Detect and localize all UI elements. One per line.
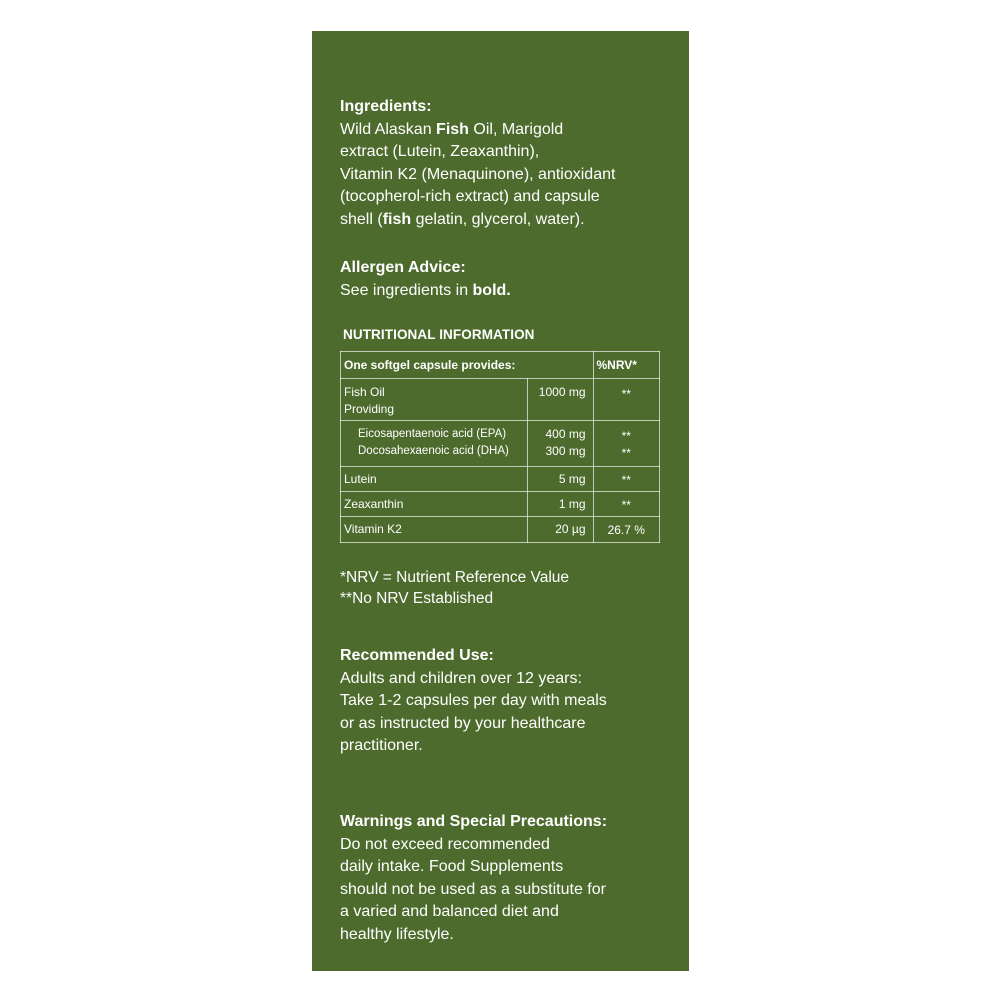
recommended-use-line: practitioner.	[340, 737, 423, 754]
recommended-use-line: or as instructed by your healthcare	[340, 714, 586, 732]
warnings-line: daily intake. Food Supplements	[340, 858, 564, 875]
ingredients-line	[340, 209, 670, 232]
nutrition-row	[341, 421, 660, 467]
nutrient-amount-value: 1 mg	[558, 497, 586, 511]
ingredient-allergen-bold: Fish	[436, 120, 469, 138]
nutrient-nrv	[593, 379, 660, 421]
ingredient-text-segment: Oil, Marigold	[468, 120, 564, 138]
nutrient-nrv-value: **	[621, 498, 631, 512]
ingredients-text	[340, 119, 670, 232]
nrv-notes	[340, 567, 670, 609]
nutrient-name-line: Zeaxanthin	[344, 497, 404, 511]
ingredients-line	[340, 119, 670, 142]
nutrition-header-row	[341, 352, 660, 379]
ingredients-line	[340, 141, 670, 164]
nutrition-row	[341, 467, 660, 492]
warnings-line: a varied and balanced diet and	[340, 903, 559, 920]
nutrient-name-line: Docosahexaenoic acid (DHA)	[358, 444, 509, 457]
nutrition-row	[341, 492, 660, 517]
warnings-line: should not be used as a substitute for	[340, 880, 606, 898]
nutrient-name	[341, 421, 528, 467]
nutrient-name-line: Providing	[344, 401, 395, 416]
nutrition-header-nrv: %NRV*	[593, 352, 660, 379]
ingredients-heading: Ingredients:	[340, 98, 432, 115]
nrv-definition: *NRV = Nutrient Reference Value	[340, 569, 570, 586]
nutrient-name-line: Fish Oil	[344, 385, 385, 399]
nutrition-header-label: One softgel capsule provides:	[341, 352, 594, 379]
ingredients-section	[340, 96, 670, 231]
recommended-use-line: Take 1-2 capsules per day with meals	[340, 692, 607, 709]
nutrition-title: NUTRITIONAL INFORMATION	[343, 327, 535, 342]
nutrition-row	[341, 379, 660, 421]
nutrient-amount	[527, 492, 593, 517]
warnings-line: Do not exceed recommended	[340, 835, 550, 853]
nutrient-name	[341, 492, 528, 517]
allergen-text-bold: bold.	[472, 281, 511, 299]
ingredient-text-segment: Wild Alaskan	[340, 120, 437, 138]
nutrient-amount	[527, 467, 593, 492]
recommended-use-line: Adults and children over 12 years:	[340, 669, 582, 687]
nutrient-nrv-value: **	[621, 387, 631, 401]
nutrient-name	[341, 517, 528, 543]
ingredient-text-segment: (tocopherol-rich extract) and capsule	[340, 188, 600, 205]
warnings-section	[340, 811, 670, 946]
allergen-text	[340, 280, 670, 303]
nutrient-amount-value: 400 mg	[545, 427, 586, 441]
nutrient-nrv-value: **	[621, 445, 631, 460]
nutrient-name-line: Eicosapentaenoic acid (EPA)	[358, 428, 507, 440]
nutrition-table	[340, 351, 660, 543]
nutrient-nrv-value: 26.7 %	[607, 523, 645, 537]
nutrient-name-line: Lutein	[344, 472, 377, 486]
nutrient-amount	[527, 379, 593, 421]
nutrient-name-line: Vitamin K2	[344, 522, 402, 536]
nutrient-name	[341, 379, 528, 421]
nutrient-amount-value: 300 mg	[545, 443, 586, 458]
ingredient-text-segment: extract (Lutein, Zeaxanthin),	[340, 143, 540, 160]
nutrient-nrv-value: **	[621, 473, 631, 487]
warnings-heading: Warnings and Special Precautions:	[340, 813, 608, 830]
ingredients-line	[340, 186, 670, 209]
ingredient-text-segment: gelatin, glycerol, water).	[411, 210, 585, 228]
label-panel	[312, 31, 689, 971]
ingredient-text-segment: Vitamin K2 (Menaquinone), antioxidant	[340, 165, 616, 183]
nutrient-amount	[527, 421, 593, 467]
nutrient-amount-value: 1000 mg	[538, 385, 586, 399]
nutrient-nrv	[593, 467, 660, 492]
recommended-use-text	[340, 668, 670, 758]
no-nrv-note: **No NRV Established	[340, 590, 494, 607]
ingredient-text-segment: shell (	[340, 210, 383, 228]
nutrient-name	[341, 467, 528, 492]
warnings-text	[340, 834, 670, 947]
nutrient-amount-value: 20 µg	[555, 522, 586, 536]
ingredient-allergen-bold: fish	[382, 210, 412, 228]
nutrition-row	[341, 517, 660, 543]
ingredients-line	[340, 164, 670, 187]
nutrient-amount	[527, 517, 593, 543]
nutrient-nrv	[593, 421, 660, 467]
allergen-section	[340, 257, 670, 302]
nutrient-nrv	[593, 517, 660, 543]
allergen-heading: Allergen Advice:	[340, 259, 466, 276]
allergen-text-prefix: See ingredients in	[340, 281, 473, 299]
recommended-use-section	[340, 645, 670, 758]
recommended-use-heading: Recommended Use:	[340, 647, 494, 664]
nutrient-nrv-value: **	[621, 429, 631, 443]
nutrient-nrv	[593, 492, 660, 517]
warnings-line: healthy lifestyle.	[340, 925, 454, 943]
nutrient-amount-value: 5 mg	[558, 472, 586, 486]
